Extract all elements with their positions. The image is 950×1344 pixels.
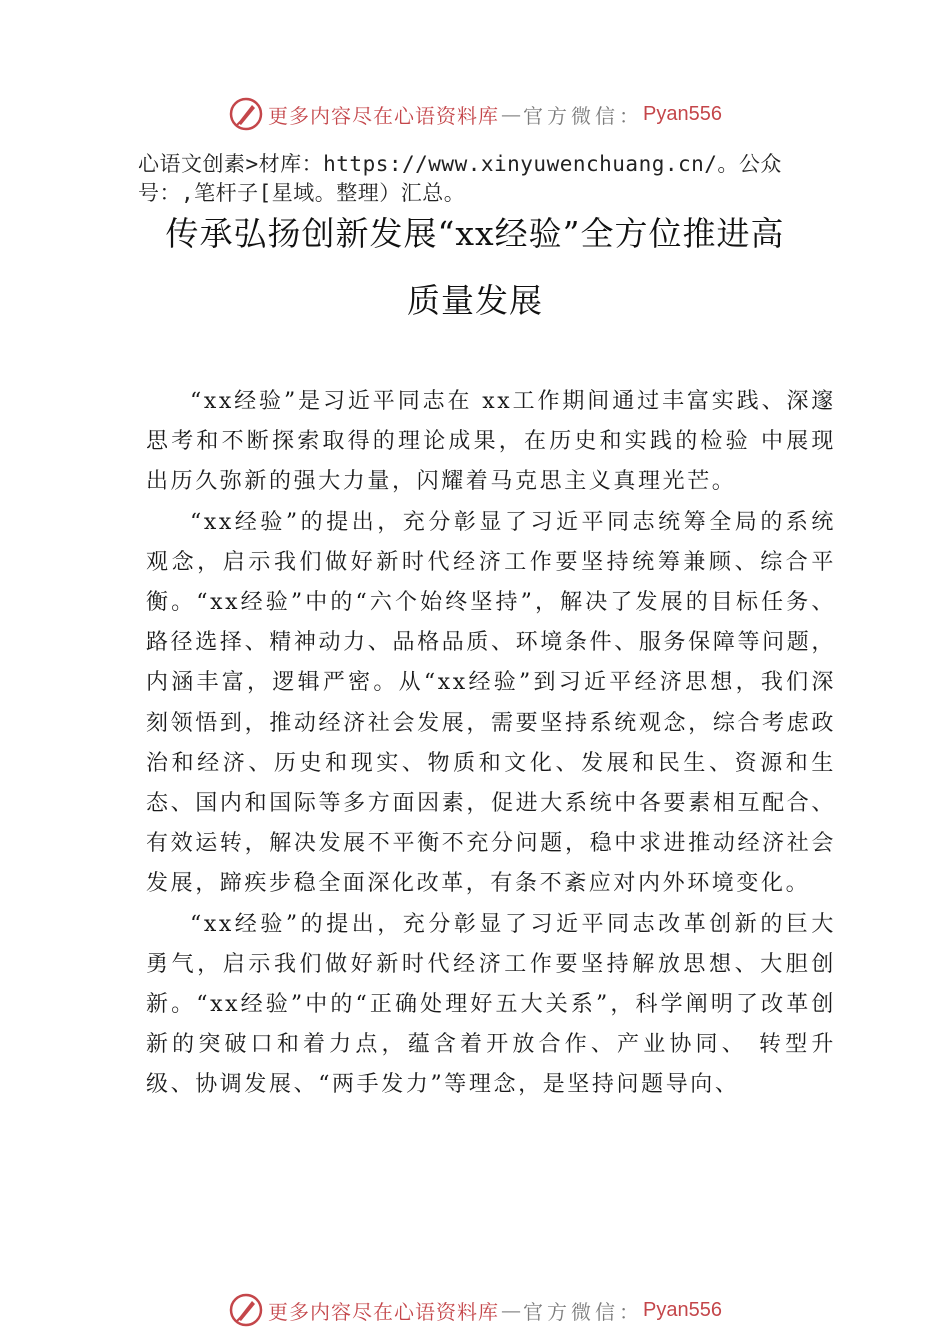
quill-logo-icon [228,96,264,132]
footer-banner [0,1288,950,1332]
paragraph-3: “xx经验”的提出，充分彰显了习近平同志改革创新的巨大勇气，启示我们做好新时代经济工作要坚持解放思想、大胆创新。“xx经验”中的“正确处理好五大关系”，科学阐明了改革创新的突破口和着力点，蕴含着开放合作、产业协同、 转型升级、协调发展、“两手发力”等理念，是坚持问题导向、 [146,911,836,1098]
header-banner [0,92,950,136]
document-body [146,382,836,1106]
paragraph-1: “xx经验”是习近平同志在 xx工作期间通过丰富实践、深邃思考和不断探索取得的理论成果，在历史和实践的检验 中展现出历久弥新的强大力量，闪耀着马克思主义真理光芒。 [146,389,836,495]
banner-wechat-id: Pyan556 [643,1298,722,1321]
paragraph-2: “xx经验”的提出，充分彰显了习近平同志统筹全局的系统观念，启示我们做好新时代经济工作要坚持统筹兼顾、综合平衡。“xx经验”中的“六个始终坚持”，解决了发展的目标任务、路径选择、精神动力、品格品质、环境条件、服务保障等问题，内涵丰富，逻辑严密。从“xx经验”到习近平经济思想，我们深刻领悟到，推动经济社会发展，需要坚持系统观念，综合考虑政治和经济、历史和现实、物质和文化、发展和民生、资源和生态、国内和国际等多方面因素，促进大系统中各要素相互配合、有效运转，解决发展不平衡不充分问题，稳中求进推动经济社会发展，蹄疾步稳全面深化改革，有条不紊应对内外环境变化。 [146,509,836,897]
banner-main-text: 更多内容尽在心语资料库 [268,103,500,128]
quill-logo-icon [228,1292,264,1328]
banner-wechat-label: 官方微信： [523,103,644,128]
page-title-line-2: 质量发展 [407,281,543,320]
banner-dash: — [501,102,522,126]
banner-dash: — [501,1298,522,1322]
page-title-line-1: 传承弘扬创新发展“xx经验”全方位推进高 [165,214,785,253]
banner-wechat-id: Pyan556 [643,102,722,125]
banner-main-text: 更多内容尽在心语资料库 [268,1299,500,1324]
source-line: 心语文创素>材库：https://www.xinyuwenchuang.cn/。公众号：,笔杆子[星域。整理）汇总。 [138,152,782,205]
banner-wechat-label: 官方微信： [523,1299,644,1324]
